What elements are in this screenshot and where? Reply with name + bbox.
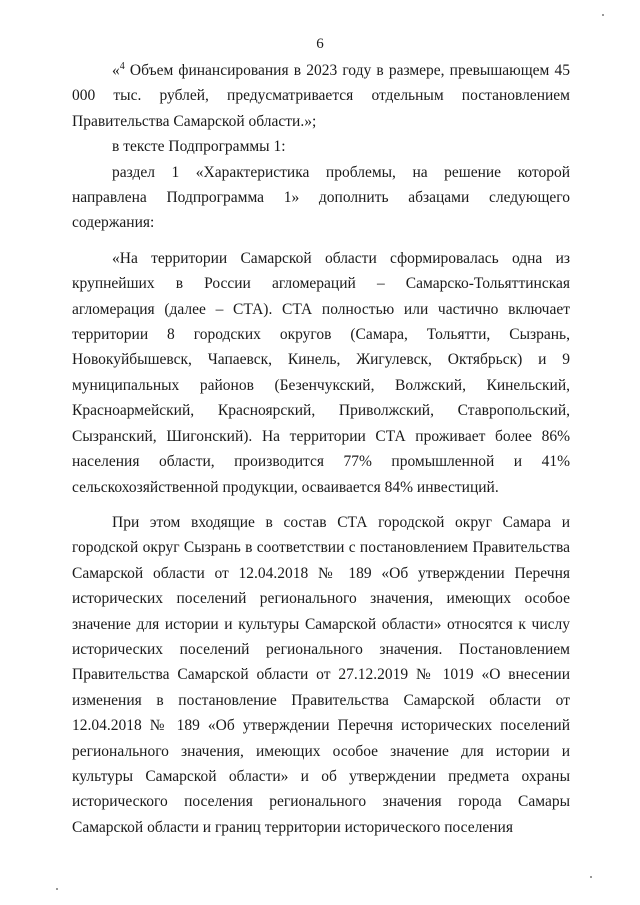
- scan-speck: [602, 14, 604, 16]
- paragraph-in-text: в тексте Подпрограммы 1:: [112, 138, 286, 156]
- paragraph-sta: «На территории Самарской области сформировалась одна из крупнейших в России агломераций – Самарско-Тольяттинская агломерация (далее – СТА). СТА полностью или частично включает территории 8 городских округов (Самара, Тольятти, Сызрань, Новокуйбышевск, Чапаевск, Кинель, Жигулевск, Октябрьск) и 9 муниципальных районов (Безенчукский, Волжский, Кинельский, Красноармейский, Красноярский, Приволжский, Ставропольский, Сызранский, Шигонский). На территории СТА проживает более 86% населения области, производится 77% промышленной и 41% сельскохозяйственной продукции, осваивается 84% инвестиций.: [72, 249, 570, 496]
- quote-open: «: [112, 62, 120, 79]
- document-body: [72, 58, 570, 840]
- paragraph-section: раздел 1 «Характеристика проблемы, на решение которой направлена Подпрограмма 1» дополнить абзацами следующего содержания:: [72, 163, 570, 232]
- footnote-marker: 4: [119, 61, 125, 72]
- scan-speck: [590, 876, 592, 878]
- scan-speck: [56, 888, 58, 890]
- paragraph-historical: При этом входящие в состав СТА городской округ Самара и городской округ Сызрань в соответствии с постановлением Правительства Самарской области от 12.04.2018 № 189 «Об утверждении Перечня исторических поселений регионального значения, имеющих особое значение для истории и культуры Самарской области» относятся к числу исторических поселений регионального значения. Постановлением Правительства Самарской области от 27.12.2019 № 1019 «О внесении изменения в постановление Правительства Самарской области от 12.04.2018 № 189 «Об утверждении Перечня исторических поселений регионального значения, имеющих особое значение для истории и культуры Самарской области» и об утверждении предмета охраны исторического поселения регионального значения города Самары Самарской области и границ территории исторического поселения: [72, 513, 570, 836]
- paragraph-financing: [72, 58, 570, 134]
- page-number: 6: [316, 36, 324, 52]
- financing-text: Объем финансирования в 2023 году в размере, превышающем 45 000 тыс. рублей, предусматривается отдельным постановлением Правительства Самарской области.»;: [72, 62, 570, 130]
